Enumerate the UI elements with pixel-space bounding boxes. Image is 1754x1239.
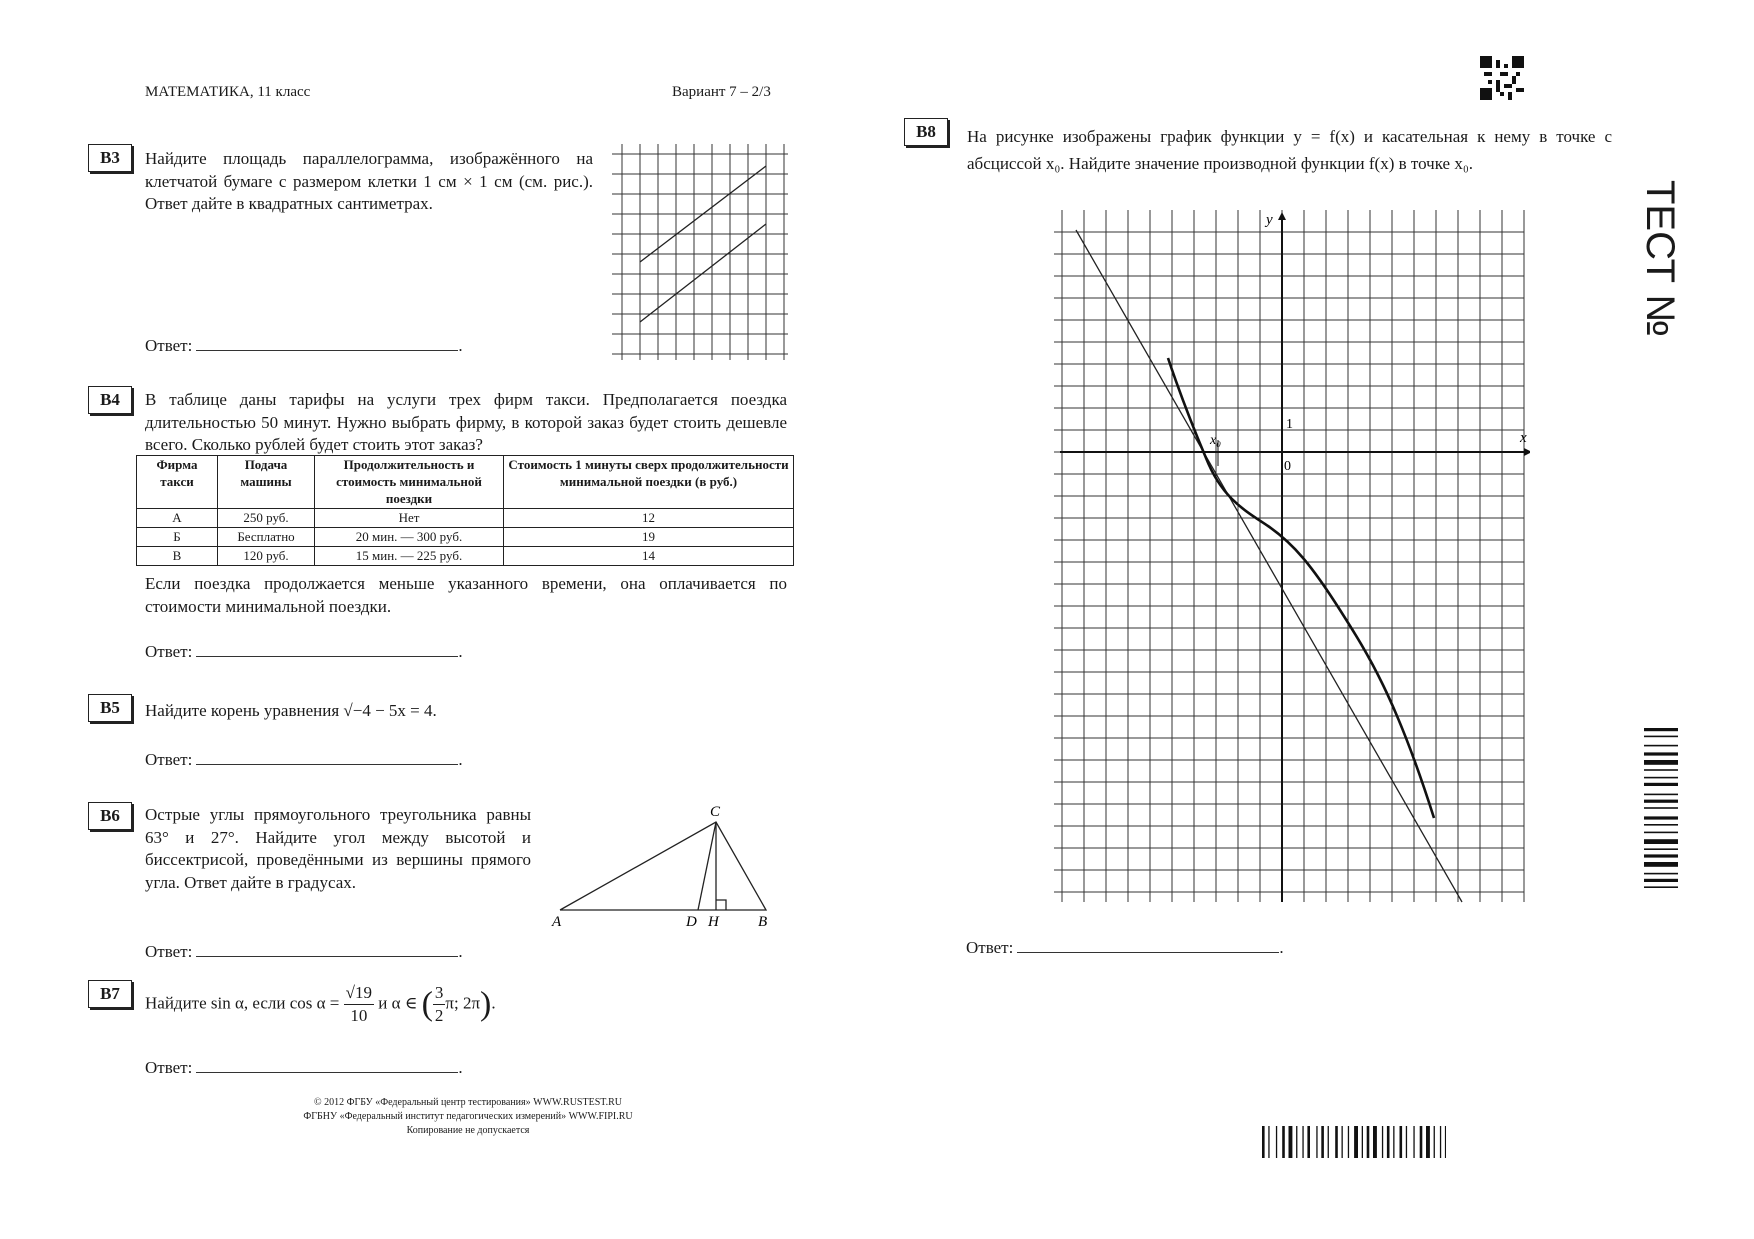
cell: 19 — [504, 528, 794, 547]
axis-x-label: x — [1520, 430, 1527, 446]
b8-function-graph — [1050, 210, 1530, 910]
label-a: A — [552, 914, 562, 930]
table-row — [137, 528, 794, 547]
b3-answer[interactable]: Ответ: . — [145, 336, 463, 355]
cell: 20 мин. — 300 руб. — [315, 528, 504, 547]
cell: А — [137, 509, 218, 528]
b7-answer-line[interactable] — [196, 1058, 458, 1073]
b4-tag: B4 — [88, 386, 132, 414]
taxi-tariff-table — [136, 455, 794, 566]
b3-parallelogram-figure — [612, 144, 790, 362]
th-min-ride: Продолжительность и стоимость минимальной поездки — [315, 456, 504, 509]
th-firm: Фирма такси — [137, 456, 218, 509]
b6-triangle-figure — [550, 800, 780, 932]
b6-text: Острые углы прямоугольного треугольника равны 63° и 27°. Найдите угол между высотой и биссектрисой, проведёнными из вершины прямого угла. Ответ дайте в градусах. — [145, 805, 531, 892]
b7-answer[interactable]: Ответ: . — [145, 1058, 463, 1077]
label-c: C — [710, 804, 721, 820]
b4-answer[interactable]: Ответ: . — [145, 642, 463, 661]
b3-tag: B3 — [88, 144, 132, 172]
cell: 14 — [504, 547, 794, 566]
cell: Б — [137, 528, 218, 547]
b3-text: Найдите площадь параллелограмма, изображённого на клетчатой бумаге с размером клетки 1 см × 1 см (см. рис.). Ответ дайте в квадратных сантиметрах. — [145, 149, 593, 213]
cell: 15 мин. — 225 руб. — [315, 547, 504, 566]
label-d: D — [686, 914, 697, 930]
b5-equation: √−4 − 5x = 4. — [343, 701, 437, 720]
table-header-row — [137, 456, 794, 509]
b6-answer-line[interactable] — [196, 942, 458, 957]
cell: 120 руб. — [218, 547, 315, 566]
b5-answer-line[interactable] — [196, 750, 458, 765]
axis-zero-label: 0 — [1284, 459, 1291, 474]
b4-answer-line[interactable] — [196, 642, 458, 657]
b7-interval-fraction: $\frac{3}{2}$ — [434, 983, 444, 1025]
b5-tag: B5 — [88, 694, 132, 722]
b3-answer-line[interactable] — [196, 336, 458, 351]
b7-text: Найдите sin α, если cos α = $\frac{√19}{10}$ и α ∈ ( $\frac{3}{2}$ π; 2π). — [145, 983, 496, 1025]
axis-y-label: y — [1266, 212, 1273, 228]
b8-tag: B8 — [904, 118, 948, 146]
table-row — [137, 547, 794, 566]
b8-answer[interactable]: Ответ: . — [966, 938, 1284, 957]
subject-header: МАТЕМАТИКА, 11 класс — [145, 84, 311, 100]
b5-answer[interactable]: Ответ: . — [145, 750, 463, 769]
b8-text: На рисунке изображены график функции y = f(x) и касательная к нему в точке с абсциссой x₀. Найдите значение производной функции f(x) в точке x₀. — [967, 127, 1612, 173]
x0-label: x₀ — [1210, 433, 1222, 448]
variant-header: Вариант 7 – 2/3 — [672, 84, 771, 100]
table-row — [137, 509, 794, 528]
th-pickup: Подача машины — [218, 456, 315, 509]
barcode-horizontal-icon — [1262, 1126, 1446, 1158]
cell: Бесплатно — [218, 528, 315, 547]
b4-text: В таблице даны тарифы на услуги трех фирм такси. Предполагается поездка длительностью 50 минут. Нужно выбрать фирму, в которой заказ будет стоить дешевле всего. Сколько рублей будет стоить этот заказ? — [145, 390, 787, 454]
b8-answer-line[interactable] — [1017, 938, 1279, 953]
cell: 250 руб. — [218, 509, 315, 528]
b6-tag: B6 — [88, 802, 132, 830]
footer: © 2012 ФГБУ «Федеральный центр тестирования» WWW.RUSTEST.RU ФГБНУ «Федеральный институт педагогических измерений» WWW.FIPI.RU Копирование не допускается — [303, 1097, 633, 1136]
cell: 12 — [504, 509, 794, 528]
cell: Нет — [315, 509, 504, 528]
th-per-minute: Стоимость 1 минуты сверх продолжительности минимальной поездки (в руб.) — [504, 456, 794, 509]
cell: В — [137, 547, 218, 566]
test-number-label: ТЕСТ № — [1638, 180, 1682, 338]
barcode-vertical-icon — [1644, 728, 1678, 908]
b6-answer[interactable]: Ответ: . — [145, 942, 463, 961]
label-h: H — [708, 914, 719, 930]
label-b: B — [758, 914, 768, 930]
b4-note: Если поездка продолжается меньше указанного времени, она оплачивается по стоимости минимальной поездки. — [145, 574, 787, 616]
b7-tag: B7 — [88, 980, 132, 1008]
b7-fraction: $\frac{√19}{10}$ — [345, 983, 372, 1025]
b5-text: Найдите корень уравнения √−4 − 5x = 4. — [145, 701, 437, 720]
axis-one-label: 1 — [1286, 417, 1293, 432]
qr-code-icon — [1480, 56, 1524, 100]
